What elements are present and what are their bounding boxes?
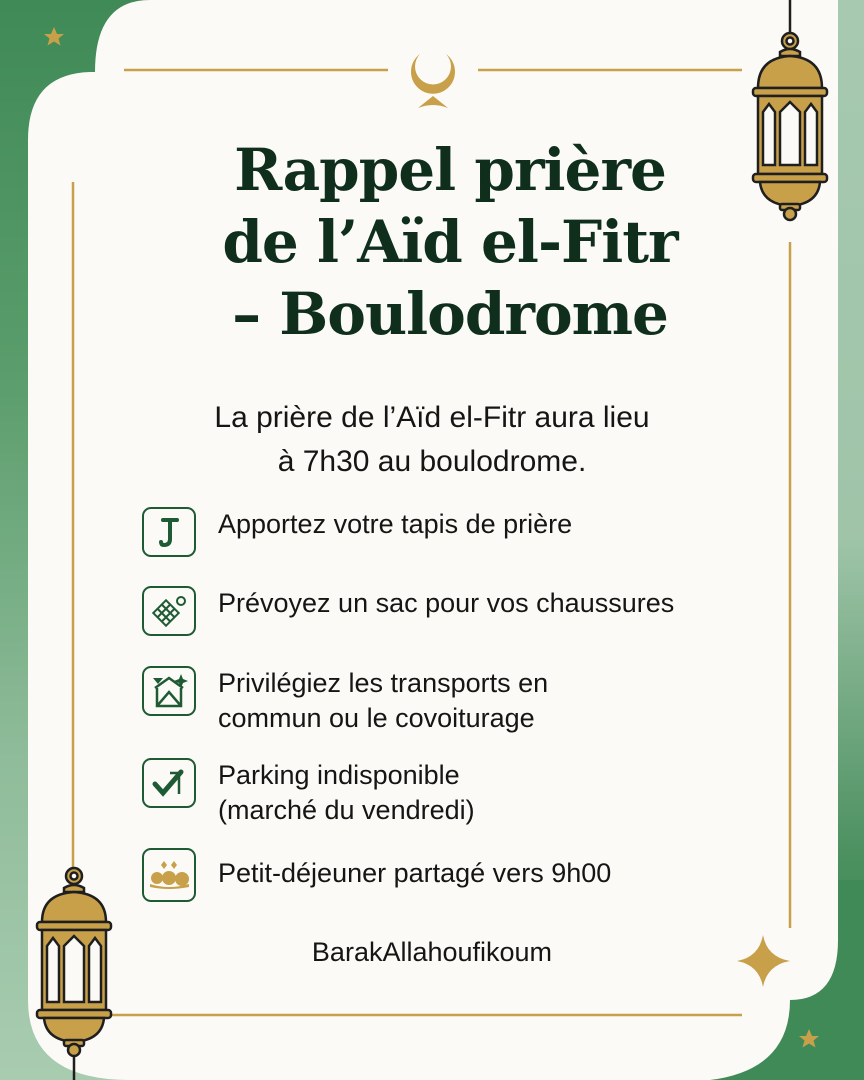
- intro-line: La prière de l’Aïd el-Fitr aura lieu: [214, 401, 650, 434]
- title-line: Rappel prière: [234, 136, 666, 204]
- list-item: [142, 507, 572, 557]
- item-text-line: Privilégiez les transports en: [218, 668, 549, 698]
- item-text-line: Parking indisponible: [218, 760, 460, 790]
- list-item: [142, 586, 674, 636]
- item-text-line: (marché du vendredi): [218, 795, 475, 825]
- item-text: Apportez votre tapis de prière: [218, 509, 573, 539]
- list-item: [142, 666, 548, 736]
- title-line: de l’Aïd el-Fitr: [222, 208, 678, 276]
- shoe-bag-icon: [142, 586, 196, 636]
- poster-title: [150, 134, 750, 350]
- item-text: [218, 758, 475, 828]
- prayer-rug-icon: [142, 507, 196, 557]
- intro-text: [100, 396, 764, 484]
- checkmark-icon: [142, 758, 196, 808]
- item-text: [218, 666, 548, 736]
- house-transport-icon: [142, 666, 196, 716]
- item-text: Prévoyez un sac pour vos chaussures: [218, 588, 675, 618]
- intro-line: à 7h30 au boulodrome.: [277, 445, 587, 478]
- star-icon: [44, 27, 64, 46]
- signature-text: BarakAllahoufikoum: [311, 937, 553, 967]
- list-item: [142, 758, 475, 828]
- breakfast-icon: [142, 848, 196, 902]
- list-item: [142, 848, 611, 902]
- title-line: – Boulodrome: [232, 280, 668, 348]
- item-text-line: commun ou le covoiturage: [218, 703, 535, 733]
- item-text: Petit-déjeuner partagé vers 9h00: [218, 858, 612, 888]
